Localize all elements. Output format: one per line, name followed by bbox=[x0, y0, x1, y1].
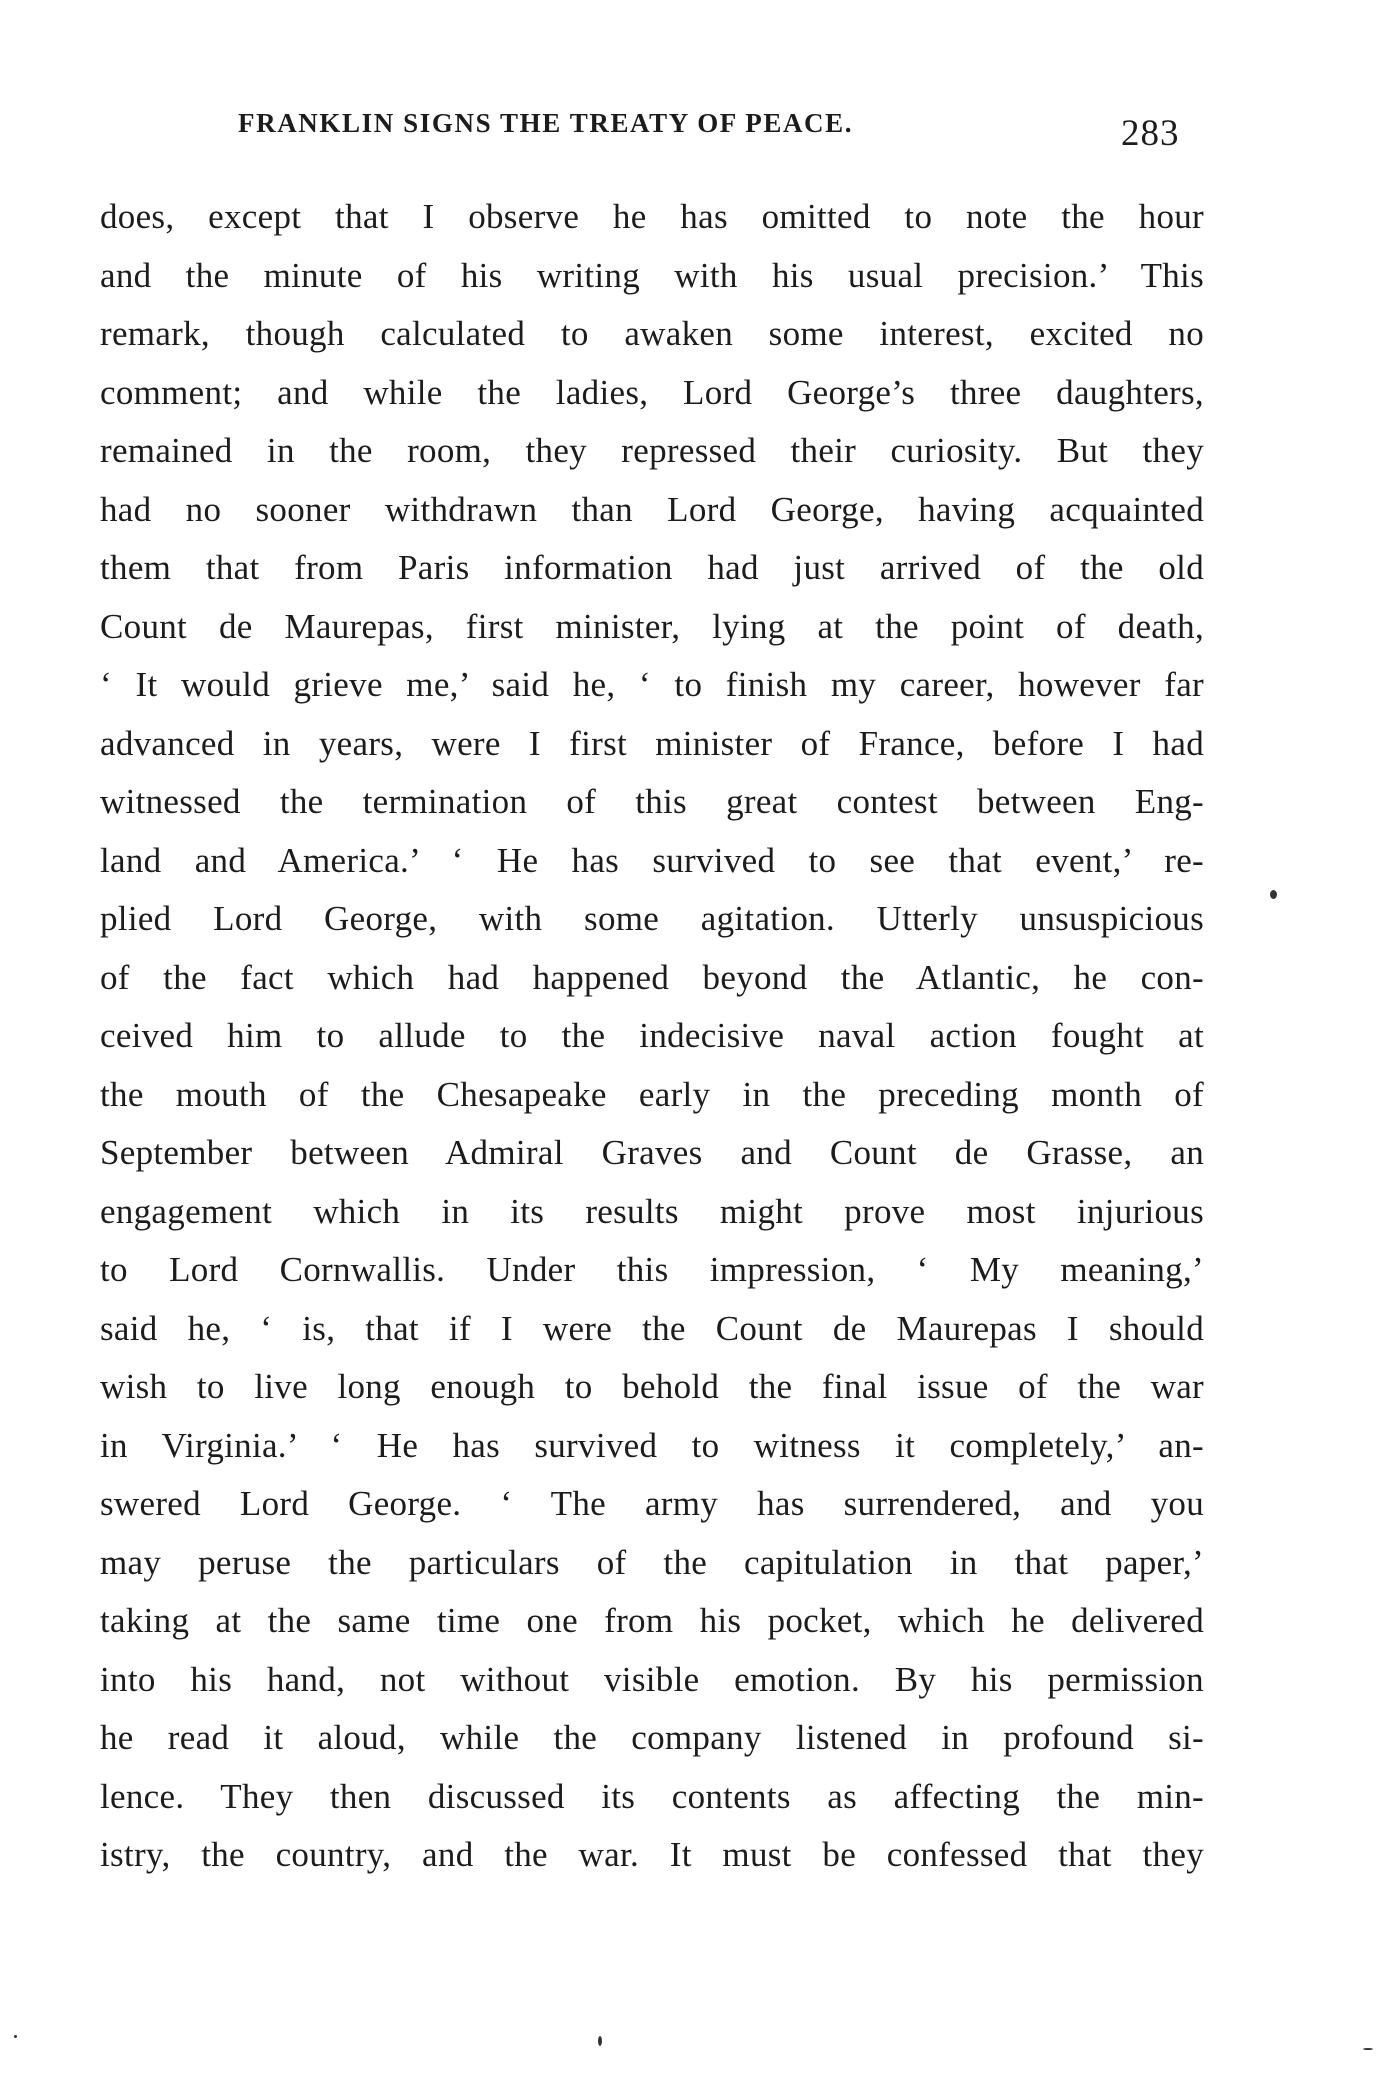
text-line: September between Admiral Graves and Count de Grasse, an bbox=[100, 1133, 1204, 1172]
text-line: advanced in years, were I first minister of France, before I had bbox=[100, 723, 1204, 763]
body-text bbox=[100, 188, 1204, 1885]
text-line: he read it aloud, while the company listened in profound si- bbox=[100, 1718, 1204, 1757]
text-line: said he, ‘ is, that if I were the Count de Maurepas I should bbox=[100, 1308, 1204, 1348]
text-line: Count de Maurepas, first minister, lying at the point of death, bbox=[100, 606, 1204, 646]
text-line: taking at the same time one from his pocket, which he delivered bbox=[100, 1601, 1204, 1640]
text-line: does, except that I observe he has omitted to note the hour bbox=[100, 197, 1204, 236]
text-line: lence. They then discussed its contents as affecting the min- bbox=[100, 1776, 1204, 1816]
text-line: and the minute of his writing with his usual precision.’ This bbox=[100, 255, 1204, 295]
running-title: FRANKLIN SIGNS THE TREATY OF PEACE. bbox=[238, 108, 854, 138]
text-line: swered Lord George. ‘ The army has surrendered, and you bbox=[100, 1484, 1204, 1523]
text-line: ceived him to allude to the indecisive naval action fought at bbox=[100, 1016, 1204, 1055]
text-line: witnessed the termination of this great contest between Eng- bbox=[100, 782, 1204, 821]
text-line: of the fact which had happened beyond the Atlantic, he con- bbox=[100, 957, 1204, 997]
text-line: remained in the room, they repressed their curiosity. But they bbox=[100, 431, 1204, 470]
scan-speck bbox=[598, 2036, 602, 2046]
scan-speck bbox=[14, 2035, 17, 2038]
text-line: in Virginia.’ ‘ He has survived to witness it completely,’ an- bbox=[100, 1425, 1204, 1465]
scan-speck bbox=[1270, 890, 1277, 899]
text-line: remark, though calculated to awaken some interest, excited no bbox=[100, 314, 1204, 353]
text-line: istry, the country, and the war. It must be confessed that they bbox=[100, 1835, 1204, 1874]
text-line: the mouth of the Chesapeake early in the preceding month of bbox=[100, 1074, 1204, 1114]
scan-speck bbox=[1363, 2048, 1373, 2050]
text-line: into his hand, not without visible emotion. By his permission bbox=[100, 1659, 1204, 1699]
text-line: had no sooner withdrawn than Lord George, having acquainted bbox=[100, 489, 1204, 529]
text-line: wish to live long enough to behold the final issue of the war bbox=[100, 1367, 1204, 1406]
text-line: land and America.’ ‘ He has survived to see that event,’ re- bbox=[100, 840, 1204, 880]
text-line: them that from Paris information had just arrived of the old bbox=[100, 548, 1204, 587]
text-line: comment; and while the ladies, Lord George’s three daughters, bbox=[100, 372, 1204, 412]
text-line: ‘ It would grieve me,’ said he, ‘ to finish my career, however far bbox=[100, 665, 1204, 704]
text-line: to Lord Cornwallis. Under this impression, ‘ My meaning,’ bbox=[100, 1250, 1204, 1289]
page-number: 283 bbox=[1121, 113, 1180, 154]
text-line: plied Lord George, with some agitation. Utterly unsuspicious bbox=[100, 899, 1204, 938]
text-line: may peruse the particulars of the capitulation in that paper,’ bbox=[100, 1542, 1204, 1582]
text-line: engagement which in its results might prove most injurious bbox=[100, 1191, 1204, 1231]
